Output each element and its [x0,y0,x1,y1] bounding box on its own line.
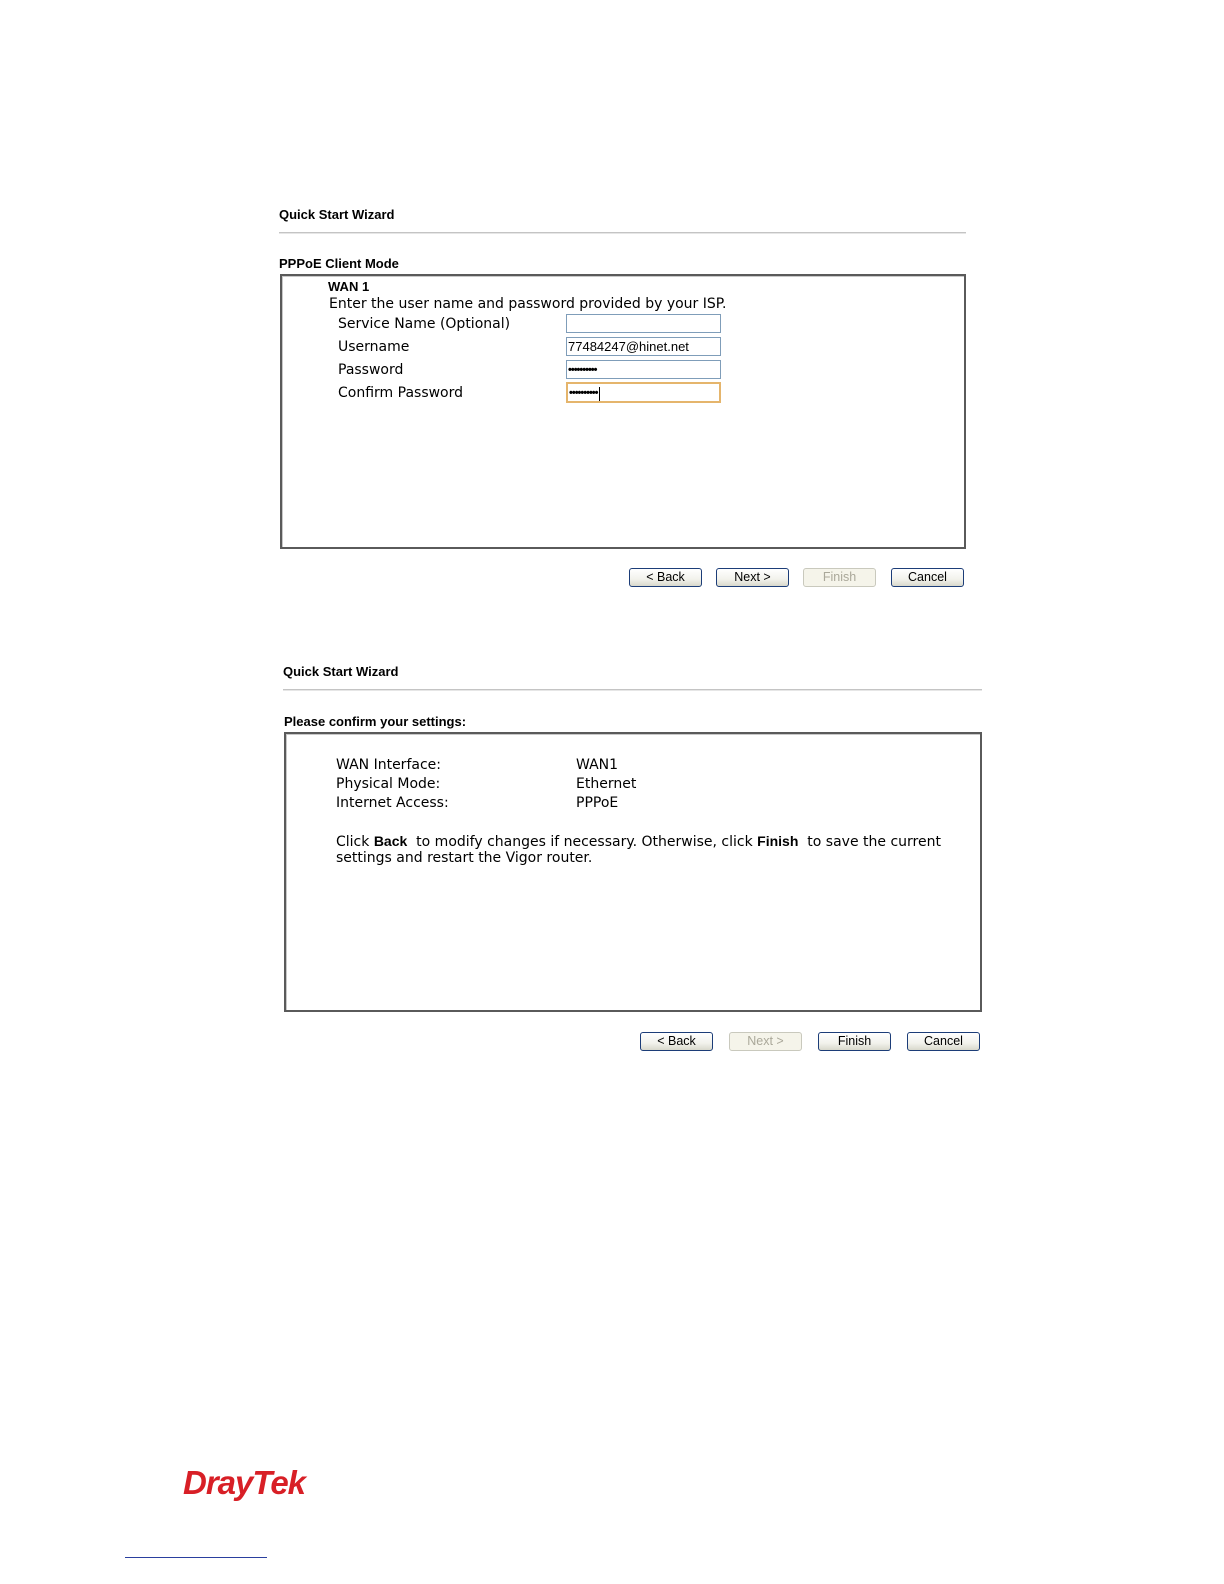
section-title: PPPoE Client Mode [279,256,399,271]
note-finish-bold: Finish [757,833,799,849]
title-divider [283,689,982,691]
confirm-panel [284,732,982,1012]
wizard-title: Quick Start Wizard [283,664,399,679]
internet-access-label: Internet Access: [336,795,449,811]
service-name-input[interactable] [566,314,721,333]
draytek-logo: DrayTek [183,1464,306,1501]
confirm-password-input[interactable] [566,382,721,403]
finish-button[interactable]: Finish [818,1032,891,1051]
next-button[interactable]: Next > [716,568,789,587]
confirm-note-line2: settings and restart the Vigor router. [336,850,593,866]
physical-mode-value: Ethernet [576,776,637,792]
instruction-text: Enter the user name and password provided by your ISP. [329,296,727,312]
back-button[interactable]: < Back [629,568,702,587]
username-label: Username [338,339,410,355]
cancel-button[interactable]: Cancel [891,568,964,587]
note-text: Click [336,834,374,850]
physical-mode-label: Physical Mode: [336,776,441,792]
username-input[interactable]: 77484247@hinet.net [566,337,721,356]
note-back-bold: Back [373,833,408,849]
wan-label: WAN 1 [328,279,370,294]
title-divider [279,232,966,234]
password-mask: •••••••••• [568,364,597,377]
pppoe-panel [280,274,966,549]
confirm-note-line1 [336,833,941,850]
text-caret [599,387,600,401]
internet-access-value: PPPoE [576,795,619,811]
footer-divider [125,1557,267,1558]
password-input[interactable] [566,360,721,379]
note-text: to save the current [798,834,941,850]
finish-button[interactable]: Finish [803,568,876,587]
back-button[interactable]: < Back [640,1032,713,1051]
section-title: Please confirm your settings: [284,714,467,729]
password-label: Password [338,362,404,378]
wizard-title: Quick Start Wizard [279,207,395,222]
service-name-label: Service Name (Optional) [338,316,511,332]
cancel-button[interactable]: Cancel [907,1032,980,1051]
wan-interface-label: WAN Interface: [336,757,441,773]
note-text: to modify changes if necessary. Otherwise, click [407,834,758,850]
confirm-password-label: Confirm Password [338,385,464,401]
wan-interface-value: WAN1 [576,757,619,773]
next-button[interactable]: Next > [729,1032,802,1051]
confirm-password-mask: •••••••••• [569,387,598,400]
